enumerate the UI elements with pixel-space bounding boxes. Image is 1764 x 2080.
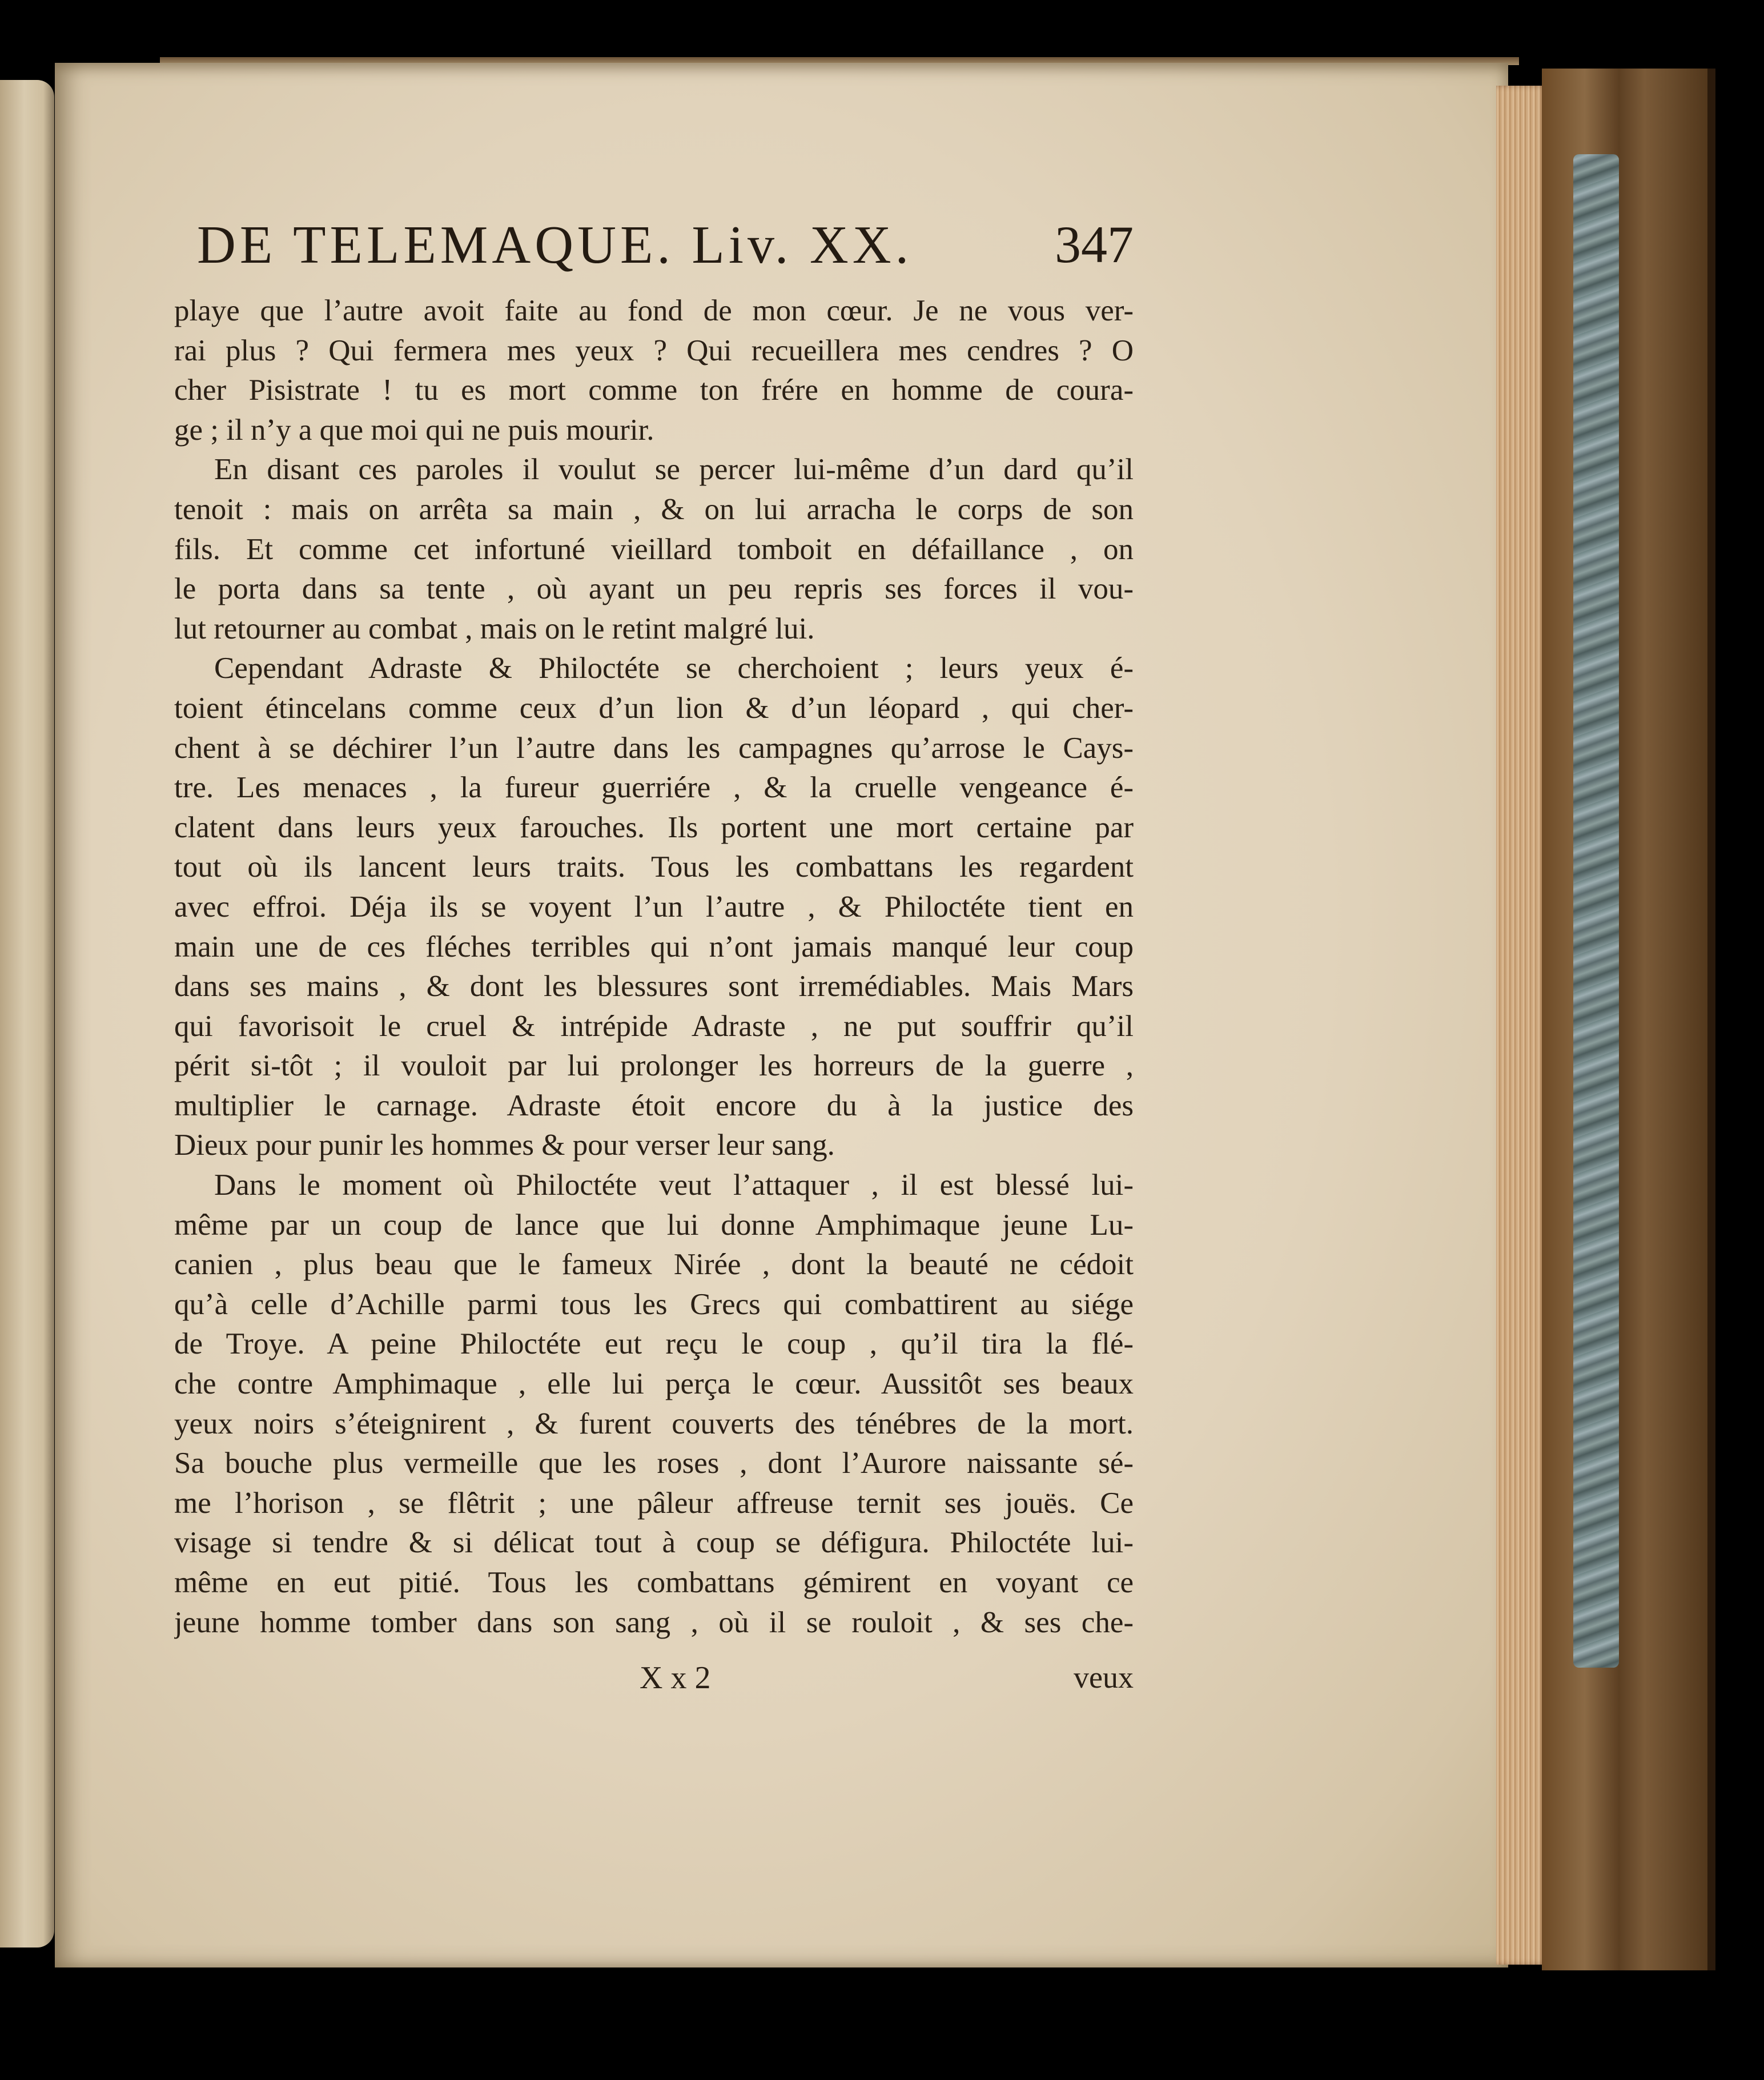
body-text	[174, 291, 1134, 1643]
text-line: tenoit : mais on arrêta sa main , & on lui arracha le corps de son	[174, 492, 1134, 526]
text-line: fils. Et comme cet infortuné vieillard tomboit en défaillance , on	[174, 532, 1134, 566]
text-line: périt si-tôt ; il vouloit par lui prolonger les horreurs de la guerre ,	[174, 1049, 1134, 1083]
page-number: 347	[1055, 215, 1134, 274]
text-line: avec effroi. Déja ils se voyent l’un l’autre , & Philoctéte tient en	[174, 890, 1134, 923]
text-line: visage si tendre & si délicat tout à coup se défigura. Philoctéte lui-	[174, 1526, 1134, 1560]
text-line: yeux noirs s’éteignirent , & furent couverts des ténébres de la mort.	[174, 1407, 1134, 1440]
text-line: de Troye. A peine Philoctéte eut reçu le coup , qu’il tira la flé-	[174, 1327, 1134, 1361]
text-line: le porta dans sa tente , où ayant un peu repris ses forces il vou-	[174, 572, 1134, 606]
text-line: multiplier le carnage. Adraste étoit encore du à la justice des	[174, 1089, 1134, 1122]
text-line: lut retourner au combat , mais on le retint malgré lui.	[174, 612, 815, 645]
text-line: playe que l’autre avoit faite au fond de mon cœur. Je ne vous ver-	[174, 294, 1134, 327]
running-head-title: DE TELEMAQUE. Liv. XX.	[197, 215, 913, 275]
page-fore-edge	[1496, 86, 1548, 1965]
text-line: chent à se déchirer l’un l’autre dans les campagnes qu’arrose le Cays-	[174, 731, 1134, 765]
text-line: tre. Les menaces , la fureur guerriére , & la cruelle vengeance é-	[174, 771, 1134, 805]
text-line: qu’à celle d’Achille parmi tous les Grecs qui combattirent au siége	[174, 1287, 1134, 1321]
text-line: même par un coup de lance que lui donne Amphimaque jeune Lu-	[174, 1208, 1134, 1242]
text-line: me l’horison , se flêtrit ; une pâleur affreuse ternit ses jouës. Ce	[174, 1486, 1134, 1520]
text-line: Dieux pour punir les hommes & pour verser leur sang.	[174, 1129, 835, 1162]
running-head	[197, 214, 1134, 283]
text-line: jeune homme tomber dans son sang , où il se rouloit , & ses che-	[174, 1605, 1134, 1639]
text-line: Sa bouche plus vermeille que les roses , dont l’Aurore naissante sé-	[174, 1447, 1134, 1480]
leather-cover	[1542, 69, 1713, 1970]
text-line: tout où ils lancent leurs traits. Tous les combattans les regardent	[174, 850, 1134, 884]
cover-rim	[1707, 69, 1715, 1970]
text-line: qui favorisoit le cruel & intrépide Adraste , ne put souffrir qu’il	[174, 1009, 1134, 1043]
text-line: même en eut pitié. Tous les combattans gémirent en voyant ce	[174, 1566, 1134, 1599]
text-line: cher Pisistrate ! tu es mort comme ton frére en homme de coura-	[174, 374, 1134, 407]
text-line: clatent dans leurs yeux farouches. Ils portent une mort certaine par	[174, 810, 1134, 844]
text-line: Dans le moment où Philoctéte veut l’attaquer , il est blessé lui-	[214, 1169, 1134, 1202]
text-line: Cependant Adraste & Philoctéte se cherchoient ; leurs yeux é-	[214, 652, 1134, 685]
text-line: main une de ces fléches terribles qui n’ont jamais manqué leur coup	[174, 930, 1134, 963]
text-line: che contre Amphimaque , elle lui perça le cœur. Aussitôt ses beaux	[174, 1367, 1134, 1401]
catchword: veux	[1074, 1660, 1134, 1694]
text-line: toient étincelans comme ceux d’un lion & d’un léopard , qui cher-	[174, 691, 1134, 725]
text-line: ge ; il n’y a que moi qui ne puis mourir.	[174, 413, 654, 447]
text-line: rai plus ? Qui fermera mes yeux ? Qui recueillera mes cendres ? O	[174, 334, 1134, 367]
marbled-endpaper	[1573, 154, 1619, 1668]
text-line: dans ses mains , & dont les blessures sont irremédiables. Mais Mars	[174, 970, 1134, 1003]
text-line: En disant ces paroles il voulut se percer lui-même d’un dard qu’il	[214, 453, 1134, 487]
text-line: canien , plus beau que le fameux Nirée , dont la beauté ne cédoit	[174, 1248, 1134, 1282]
signature-mark: X x 2	[640, 1660, 711, 1696]
previous-page-edge	[0, 80, 54, 1948]
